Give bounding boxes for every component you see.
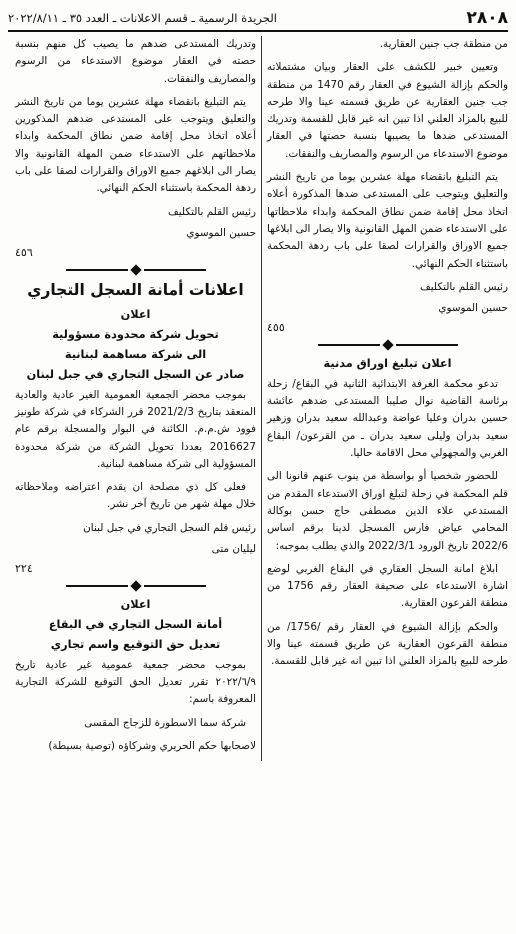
paragraph: تدعو محكمة الغرفة الابتدائية الثانية في البقاع/ زحلة برئاسة القاضية نوال صليبا المستدعى ضدهم عائشة حسين بدران وعليا عواضة وعبدالله سعيد بدران وزهير سعيد بدران وليلى سعيد بدران ـ من القرعون/ البقاع الغربي والمجهولي محل الاقامة حاليا. <box>267 377 508 460</box>
right-column <box>262 36 508 761</box>
paragraph: شركة سما الاسطورة للزجاج المقسى <box>84 716 246 729</box>
section-divider <box>267 340 508 350</box>
paragraph: بموجب محضر الجمعية العمومية الغير عادية والعادية المنعقد بتاريخ 2021/2/3 قرر الشركاء في شركة طونيز فوود ش.م.م. الكائنة في البوار والمسجلة برقم عام 2016627 بعددا تحويل الشركة من شركة محدودة المسؤولية الى شركة مساهمة لبنانية. <box>15 388 256 470</box>
notice-heading: الى شركة مساهمة لبنانية <box>64 347 207 361</box>
paragraph: فعلى كل ذي مصلحة ان يقدم اعتراضه وملاحظاته خلال مهلة شهر من تاريخ آخر نشر. <box>15 481 256 511</box>
paragraph: وتدريك المستدعى ضدهم ما يصيب كل منهم بنسبة حصته في العقار موضوع الاستدعاء من الرسوم والمصاريف والنفقات. <box>15 38 256 85</box>
left-column <box>15 36 261 761</box>
paragraph: من منطقة جب جنين العقارية. <box>379 38 508 50</box>
paragraph: للحضور شخصيا أو بواسطة من ينوب عنهم قانونا الى قلم المحكمة في زحلة لتبلغ اوراق الاستدعاء المقدم من المستدعي علاء الدين مصطفى حاج حسن بوكالة المحامي عياض فارس المسجل لدينا برقم اساس 2022/6 تاريخ الورود 2022/3/1 والذي يطلب بموجبه: <box>267 470 508 552</box>
signature-block <box>15 204 256 242</box>
signature-title: رئيس القلم بالتكليف <box>168 205 256 218</box>
signature-title: رئيس قلم السجل التجاري في جبل لبنان <box>83 521 256 534</box>
signature-name: ليليان متى <box>211 542 256 555</box>
page-number: ٢٨٠٨ <box>466 8 508 28</box>
notice-label: اعلان <box>120 307 151 321</box>
paragraph: والحكم بإزالة الشيوع في العقار رقم /1756/ من منطقة القرعون العقارية عن طريق قسمته عينا والا طرحه للبيع بالمزاد العلني اذا تبين انه غير قابل للقسمة. <box>267 620 508 668</box>
notice-title: اعلان تبليغ اوراق مدنية <box>323 356 452 370</box>
paragraph: وتعيين خبير للكشف على العقار وبيان مشتملاته والحكم بإزالة الشيوع في العقار رقم 1470 من منطقة جب جنين العقارية عن طريق قسمته عينا والا طرحه للبيع بالمزاد العلني اذا تبين انه غير قابل للقسمة وتدريك المستدعى ضدها ما يصيبها بنسبة حصتها في العقار موضوع الاستدعاء من الرسوم والمصاريف والنفقات. <box>267 61 508 160</box>
paragraph: يتم التبليغ بانقضاء مهلة عشرين يوما من تاريخ النشر والتعليق ويتوجب على المستدعى ضدها المذكورة أعلاه اتخاذ محل إقامة ضمن نطاق المحكمة وابداء ملاحظاتها على الاستدعاء ضمن المهل القانونية والا يصار الى ابلاغها جميع الاوراق والقرارات لصقا على باب ردهة المحكمة باستثناء الحكم النهائي. <box>267 171 508 270</box>
columns <box>8 36 508 761</box>
column-rule <box>261 36 262 761</box>
section-title: اعلانات أمانة السجل التجاري <box>27 280 244 299</box>
notice-heading: أمانة السجل التجاري في البقاع <box>48 617 223 631</box>
paragraph: يتم التبليغ بانقضاء مهلة عشرين يوما من تاريخ النشر والتعليق ويتوجب على المستدعى ضدهم المذكورين أعلاه اتخاذ محل إقامة ضمن نطاق المحكمة وابداء ملاحظاتهم على الاستدعاء ضمن المهلة القانونية والا يصار الى ابلاغهم جميع الاوراق والقرارات لصقا على باب ردهة المحكمة باستثناء الحكم النهائي. <box>15 95 256 195</box>
notice-heading: تحويل شركة محدودة مسؤولية <box>52 327 219 341</box>
signature-block <box>15 520 256 558</box>
notice-label: اعلان <box>120 597 151 611</box>
notice-heading: تعديل حق التوقيع واسم تجاري <box>50 637 221 651</box>
notice-number: ٢٢٤ <box>15 561 33 575</box>
signature-name: حسين الموسوي <box>438 301 508 314</box>
section-divider <box>15 265 256 275</box>
section-divider <box>15 581 256 591</box>
notice-number: ٤٥٥ <box>267 320 285 334</box>
signature-name: حسين الموسوي <box>186 226 256 239</box>
signature-block <box>267 279 508 317</box>
paragraph: ابلاغ امانة السجل العقاري في البقاع الغربي لوضع اشارة الاستدعاء على صحيفة العقار رقم 1756 من منطقة القرعون العقارية. <box>267 562 508 610</box>
page-header <box>8 6 508 32</box>
notice-number: ٤٥٦ <box>15 245 33 259</box>
paragraph: لاصحابها حكم الحريري وشركاؤه (توصية بسيطة) <box>48 739 256 752</box>
issue-title: الجريدة الرسمية ـ قسم الاعلانات ـ العدد ٣٥ ـ ٢٠٢٢/٨/١١ <box>8 11 277 25</box>
notice-heading: صادر عن السجل التجاري في جبل لبنان <box>26 367 245 381</box>
paragraph: بموجب محضر جمعية عمومية غير عادية تاريخ ٢٠٢٢/٦/٩ تقرر تعديل الحق التوقيع للشركة التجارية المعروفة باسم: <box>15 658 256 706</box>
signature-title: رئيس القلم بالتكليف <box>420 280 508 293</box>
